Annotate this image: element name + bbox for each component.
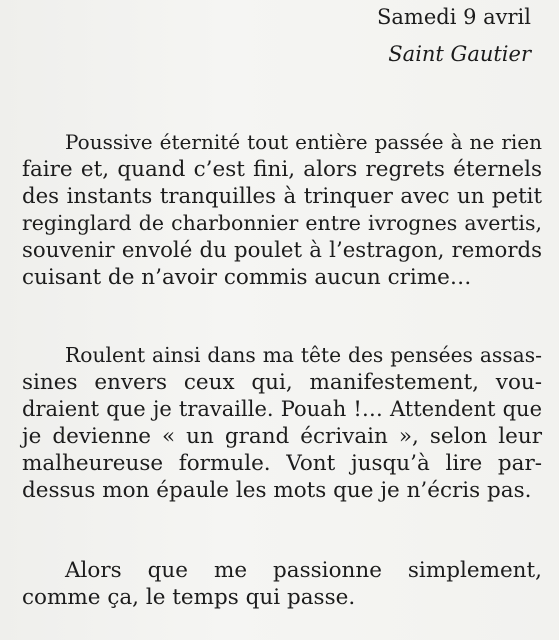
paragraph-2 bbox=[22, 342, 542, 504]
paragraph-line: des instants tranquilles à trinquer avec un petit bbox=[22, 184, 542, 209]
paragraph-line: faire et, quand c’est fini, alors regrets éternels bbox=[22, 157, 542, 182]
paragraph-3 bbox=[22, 557, 542, 611]
paragraph-line: comme ça, le temps qui passe. bbox=[22, 585, 356, 610]
paragraph-line: sines envers ceux qui, manifestement, vou- bbox=[22, 370, 542, 395]
paragraph-line: Poussive éternité tout entière passée à ne rien bbox=[65, 130, 542, 154]
paragraph-line: Roulent ainsi dans ma tête des pensées assas- bbox=[65, 343, 542, 367]
paragraph-line: cuisant de n’avoir commis aucun crime… bbox=[22, 265, 472, 290]
paragraph-line: draient que je travaille. Pouah !… Attendent que bbox=[22, 397, 542, 421]
paragraph-line: je devienne « un grand écrivain », selon leur bbox=[22, 424, 542, 449]
paragraph-line: malheureuse formule. Vont jusqu’à lire par- bbox=[22, 451, 542, 476]
paragraph-line: Alors que me passionne simplement, bbox=[65, 558, 542, 583]
saint-of-the-day: Saint Gautier bbox=[388, 42, 531, 66]
paragraph-line: reginglard de charbonnier entre ivrognes avertis, bbox=[22, 211, 542, 235]
paragraph-line: souvenir envolé du poulet à l’estragon, remords bbox=[22, 238, 542, 263]
paragraph-line: dessus mon épaule les mots que je n’écris pas. bbox=[22, 478, 532, 503]
date-heading: Samedi 9 avril bbox=[377, 5, 531, 29]
paragraph-1 bbox=[22, 129, 542, 291]
